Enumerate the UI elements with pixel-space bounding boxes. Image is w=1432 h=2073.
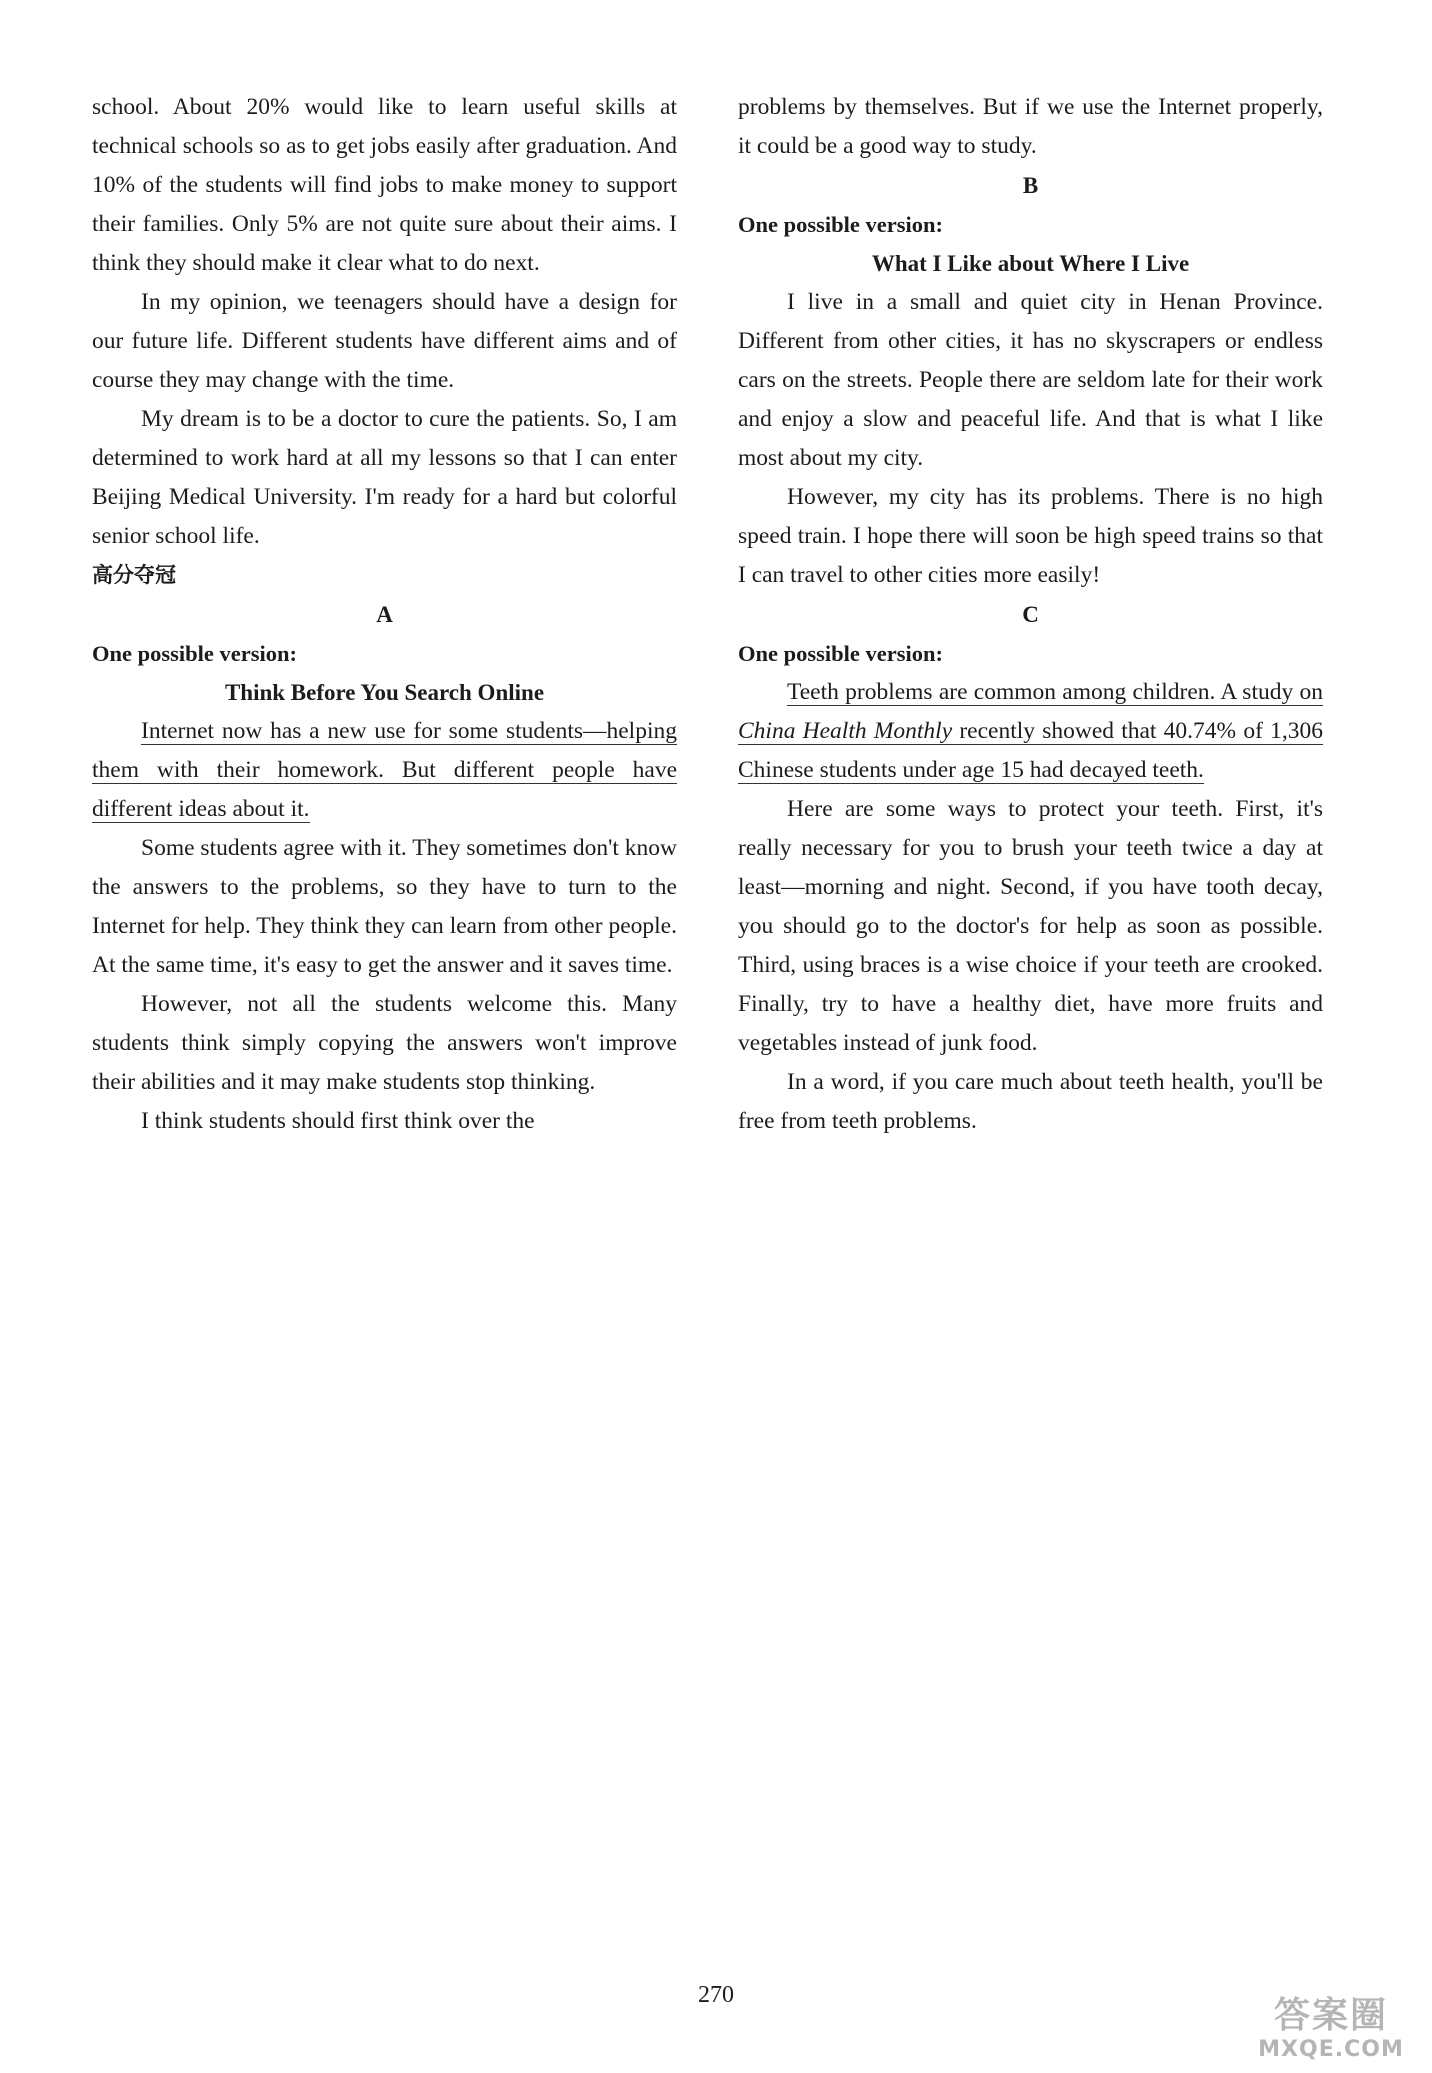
underlined-text: Teeth problems are common among children. A study on	[787, 679, 1323, 705]
paragraph: I think students should first think over the	[141, 1108, 535, 1134]
left-column	[92, 88, 677, 1141]
paragraph-underlined	[92, 712, 677, 829]
essay-title-b: What I Like about Where I Live	[871, 251, 1190, 276]
right-column	[738, 88, 1323, 1141]
version-label: One possible version:	[738, 212, 944, 237]
paragraph-underlined	[738, 673, 1323, 790]
paragraph: However, not all the students welcome this. Many students think simply copying the answers won't improve their abilities and it may make students stop thinking.	[92, 991, 677, 1095]
watermark-url: MXQE.COM	[1258, 2037, 1404, 2062]
part-letter-b: B	[1022, 173, 1039, 198]
watermark-logo: 答案圈	[1273, 1995, 1388, 2036]
essay-title-a: Think Before You Search Online	[224, 680, 545, 705]
part-letter-c: C	[1022, 602, 1039, 627]
paragraph: school. About 20% would like to learn useful skills at technical schools so as to get jobs easily after graduation. And 10% of the students will find jobs to make money to support their families. Only 5% are not quite sure about their aims. I think they should make it clear what to do next.	[92, 94, 677, 276]
paragraph: In a word, if you care much about teeth health, you'll be free from teeth problems.	[738, 1069, 1323, 1134]
paragraph: I live in a small and quiet city in Henan Province. Different from other cities, it has no skyscrapers or endless cars on the streets. People there are seldom late for their work and enjoy a slow and peaceful life. And that is what I like most about my city.	[738, 289, 1323, 471]
section-heading: 高分夺冠	[92, 563, 176, 587]
paragraph: In my opinion, we teenagers should have a design for our future life. Different students have different aims and of course they may change with the time.	[92, 289, 677, 393]
version-label: One possible version:	[738, 641, 944, 666]
part-letter-a: A	[376, 602, 393, 627]
watermark	[1236, 1995, 1426, 2067]
paragraph: My dream is to be a doctor to cure the patients. So, I am determined to work hard at all my lessons so that I can enter Beijing Medical University. I'm ready for a hard but colorful senior school life.	[92, 406, 677, 549]
version-label: One possible version:	[92, 641, 298, 666]
paragraph: Here are some ways to protect your teeth. First, it's really necessary for you to brush your teeth twice a day at least—morning and night. Second, if you have tooth decay, you should go to the doctor's for help as soon as possible. Third, using braces is a wise choice if your teeth are crooked. Finally, try to have a healthy diet, have more fruits and vegetables instead of junk food.	[738, 796, 1323, 1056]
magazine-title: China Health Monthly	[738, 718, 953, 744]
underlined-text: recently showed that 40.74% of 1,306 Chinese students under age 15 had decayed teeth.	[738, 718, 1323, 783]
page-number: 270	[698, 1982, 734, 2008]
underlined-topic-sentence: Internet now has a new use for some students—helping them with their homework. But different people have different ideas about it.	[92, 718, 677, 822]
paragraph: Some students agree with it. They sometimes don't know the answers to the problems, so they have to turn to the Internet for help. They think they can learn from other people. At the same time, it's easy to get the answer and it saves time.	[92, 835, 677, 978]
paragraph: However, my city has its problems. There is no high speed train. I hope there will soon be high speed trains so that I can travel to other cities more easily!	[738, 484, 1323, 588]
paragraph: problems by themselves. But if we use the Internet properly, it could be a good way to study.	[738, 94, 1323, 159]
